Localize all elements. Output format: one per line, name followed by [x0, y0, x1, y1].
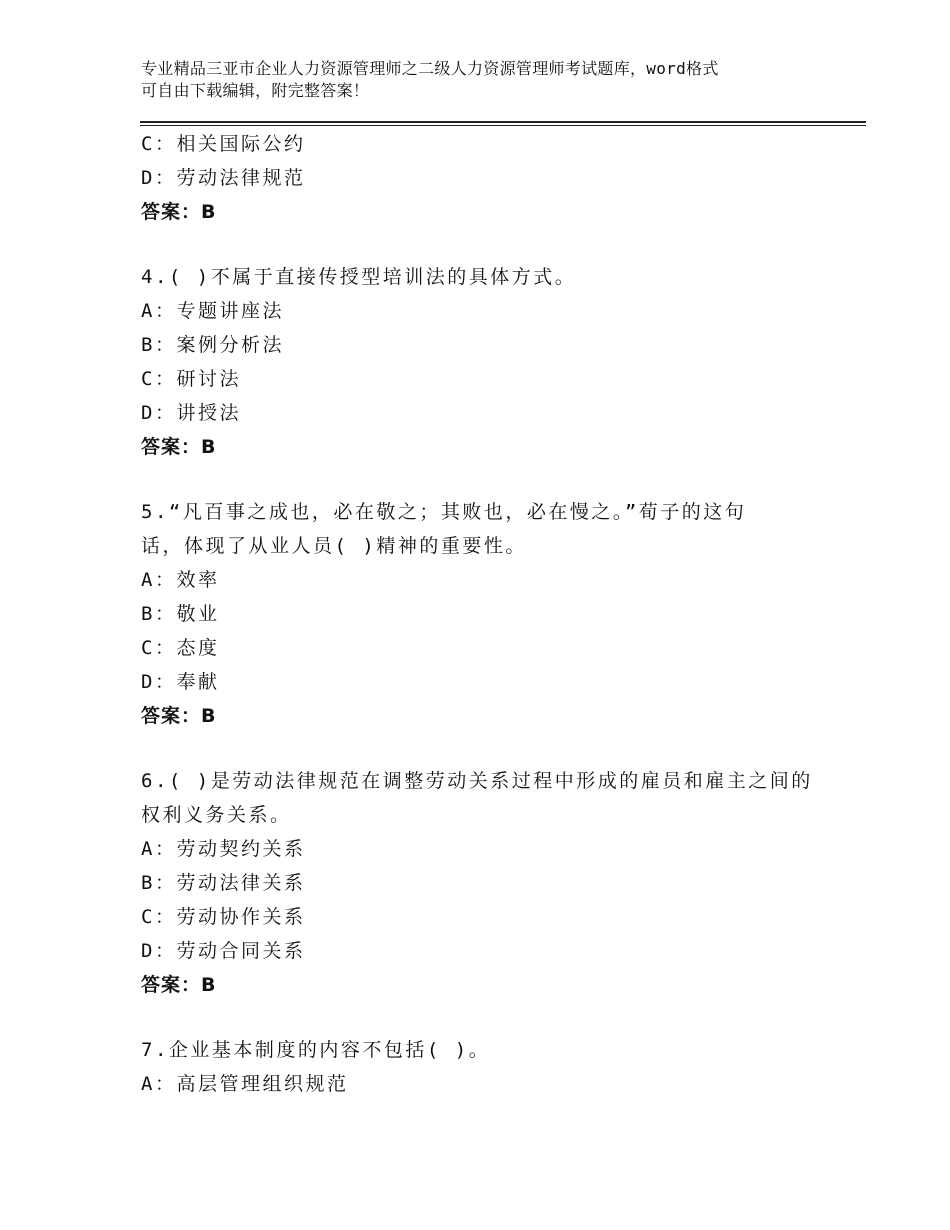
- question-5: [141, 495, 821, 733]
- option-d: D：劳动法律规范: [141, 167, 306, 189]
- header-title-line-1: 专业精品三亚市企业人力资源管理师之二级人力资源管理师考试题库，word格式: [141, 59, 719, 78]
- option-a: A：高层管理组织规范: [141, 1073, 349, 1095]
- question-7: [141, 1033, 821, 1101]
- question-3-tail: [141, 127, 821, 229]
- header-divider-thin: [140, 125, 866, 126]
- answer-label: 答案：B: [141, 201, 217, 223]
- option-c: C：态度: [141, 637, 220, 659]
- option-b: B：案例分析法: [141, 334, 284, 356]
- question-text-line-1: 6.( )是劳动法律规范在调整劳动关系过程中形成的雇员和雇主之间的: [141, 770, 813, 792]
- question-list: [141, 127, 821, 1101]
- option-d: D：劳动合同关系: [141, 940, 306, 962]
- question-text: 7.企业基本制度的内容不包括( )。: [141, 1039, 491, 1061]
- question-text-line-1: 5.“凡百事之成也，必在敬之；其败也，必在慢之。”荀子的这句: [141, 501, 747, 523]
- answer-label: 答案：B: [141, 974, 217, 996]
- question-text-line-2: 权利义务关系。: [141, 804, 292, 826]
- question-6: [141, 764, 821, 1002]
- option-a: A：效率: [141, 569, 220, 591]
- option-a: A：劳动契约关系: [141, 838, 306, 860]
- option-c: C：劳动协作关系: [141, 906, 306, 928]
- option-b: B：敬业: [141, 603, 220, 625]
- question-text-line-2: 话，体现了从业人员( )精神的重要性。: [141, 535, 527, 557]
- question-text: 4.( )不属于直接传授型培训法的具体方式。: [141, 266, 577, 288]
- option-d: D：讲授法: [141, 402, 241, 424]
- answer-label: 答案：B: [141, 436, 217, 458]
- option-b: B：劳动法律关系: [141, 872, 306, 894]
- option-a: A：专题讲座法: [141, 300, 284, 322]
- question-4: [141, 260, 821, 464]
- document-header: [141, 58, 821, 102]
- header-divider-thick: [140, 121, 866, 123]
- option-c: C：相关国际公约: [141, 133, 306, 155]
- option-c: C：研讨法: [141, 368, 241, 390]
- option-d: D：奉献: [141, 671, 220, 693]
- header-title-line-2: 可自由下载编辑，附完整答案！: [141, 81, 370, 100]
- answer-label: 答案：B: [141, 705, 217, 727]
